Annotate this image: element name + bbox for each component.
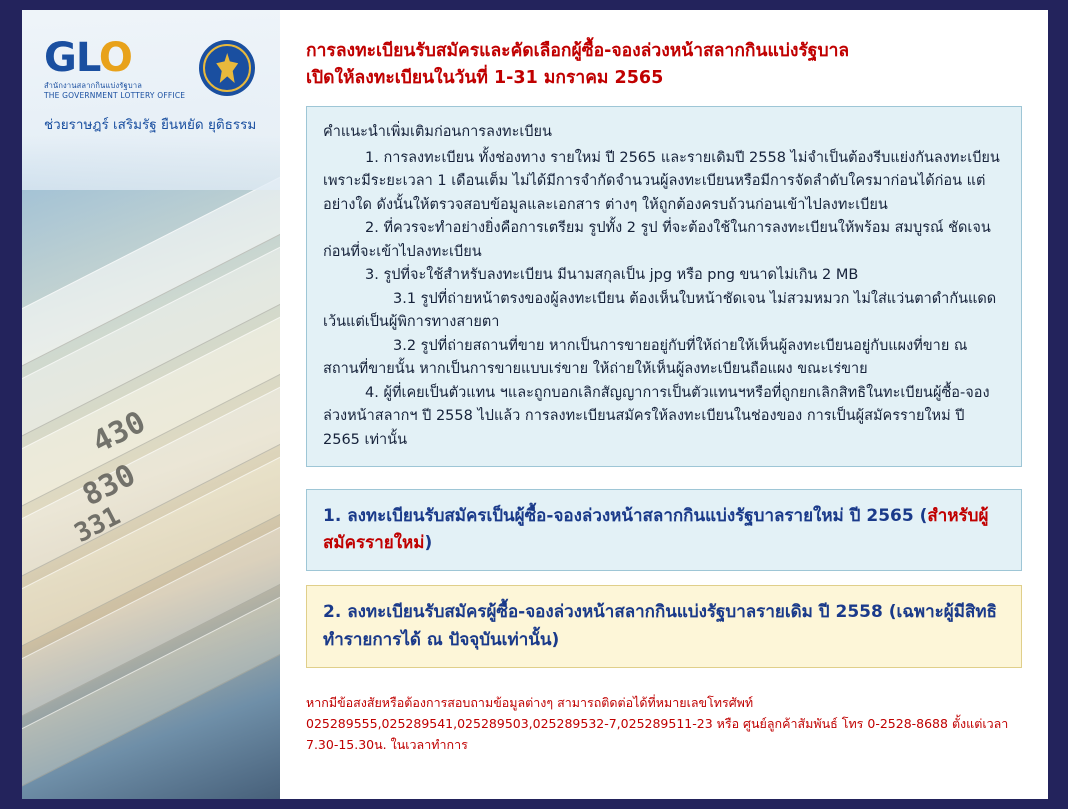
- glo-wordmark: GLO: [44, 35, 132, 81]
- glo-subtitle: สำนักงานสลากกินแบ่งรัฐบาล THE GOVERNMENT LOTTERY OFFICE: [44, 81, 186, 101]
- notice-item-3-1: 3.1 รูปที่ถ่ายหน้าตรงของผู้ลงทะเบียน ต้องเห็นใบหน้าชัดเจน ไม่สวมหมวก ไม่ใส่แว่นตาดำกันแดด เว้นแต่เป็นผู้พิการทางสายตา: [323, 290, 997, 331]
- ticket-number-decor: 430: [87, 404, 152, 461]
- notice-item-4: 4. ผู้ที่เคยเป็นตัวแทน ฯและถูกบอกเลิกสัญญาการเป็นตัวแทนฯหรือที่ถูกยกเลิกสิทธิในทะเบียนผู้ซื้อ-จองล่วงหน้าสลากฯ ปี 2558 ไปแล้ว การลงทะเบียนสมัครให้ลงทะเบียนในช่องของ การเป็นผู้สมัครรายใหม่ ปี 2565 เท่านั้น: [323, 384, 990, 448]
- register-existing-applicant-line2: (เฉพาะผู้มีสิทธิทำรายการได้ ณ ปัจจุบันเท่านั้น): [323, 602, 997, 650]
- page-title: [306, 38, 1022, 92]
- notice-item-3-2: 3.2 รูปที่ถ่ายสถานที่ขาย หากเป็นการขายอยู่กับที่ให้ถ่ายให้เห็นผู้ลงทะเบียนอยู่กับแผงที่ขาย ณ สถานที่ขายนั้น หากเป็นการขายแบบเร่ขาย ให้ถ่ายให้เห็นผู้ลงทะเบียนถือแผง ขณะเร่ขาย: [323, 337, 968, 378]
- register-new-applicant-highlight: สำหรับผู้สมัครรายใหม่: [323, 506, 989, 554]
- notice-heading: คำแนะนำเพิ่มเติมก่อนการลงทะเบียน: [323, 124, 552, 141]
- glo-logo-block: [22, 10, 280, 190]
- page-title-line2: เปิดให้ลงทะเบียนในวันที่ 1-31 มกราคม 2565: [306, 68, 664, 89]
- glo-motto: ช่วยราษฎร์ เสริมรัฐ ยืนหยัด ยุติธรรม: [44, 117, 257, 134]
- register-new-applicant-option[interactable]: [306, 489, 1022, 571]
- government-seal-icon: [199, 40, 255, 96]
- notice-item-2: 2. ที่ควรจะทำอย่างยิ่งคือการเตรียม รูปทั้ง 2 รูป ที่จะต้องใช้ในการลงทะเบียนให้พร้อม สมบูรณ์ ชัดเจน ก่อนที่จะเข้าไปลงทะเบียน: [323, 220, 991, 260]
- register-existing-applicant-option[interactable]: [306, 585, 1022, 667]
- contact-footer-note: หากมีข้อสงสัยหรือต้องการสอบถามข้อมูลต่างๆ สามารถติดต่อได้ที่หมายเลขโทรศัพท์ 025289555,025289541,025289503,025289532-7,025289511-23 หรือ ศูนย์ลูกค้าสัมพันธ์ โทร 0-2528-8688 ตั้งแต่เวลา 7.30-15.30น. ในเวลาทำการ: [306, 694, 1009, 753]
- lottery-photo-panel: [22, 10, 280, 799]
- notice-item-3: 3. รูปที่จะใช้สำหรับลงทะเบียน มีนามสกุลเป็น jpg หรือ png ขนาดไม่เกิน 2 MB: [365, 267, 859, 284]
- register-existing-applicant-line1: 2. ลงทะเบียนรับสมัครผู้ซื้อ-จองล่วงหน้าสลากกินแบ่งรัฐบาลรายเดิม ปี 2558: [323, 602, 883, 623]
- register-new-applicant-label: 1. ลงทะเบียนรับสมัครเป็นผู้ซื้อ-จองล่วงหน้าสลากกินแบ่งรัฐบาลรายใหม่ ปี 2565 (: [323, 506, 928, 527]
- page-title-line1: การลงทะเบียนรับสมัครและคัดเลือกผู้ซื้อ-จองล่วงหน้าสลากกินแบ่งรัฐบาล: [306, 41, 850, 61]
- main-content-card: [280, 10, 1048, 799]
- ticket-number-decor: 830: [77, 457, 142, 514]
- notice-box: [306, 106, 1022, 467]
- notice-item-1: 1. การลงทะเบียน ทั้งช่องทาง รายใหม่ ปี 2565 และรายเดิมปี 2558 ไม่จำเป็นต้องรีบแย่งกันลงทะเบียน เพราะมีระยะเวลา 1 เดือนเต็ม ไม่ได้มีการจำกัดจำนวนผู้ลงทะเบียนหรือมีการจัดลำดับใครมาก่อนได้ก่อน แต่อย่างใด ดังนั้นให้ตรวจสอบข้อมูลและเอกสาร ต่างๆ ให้ถูกต้องครบถ้วนก่อนเข้าไปลงทะเบียน: [323, 149, 1000, 213]
- register-new-applicant-tail: ): [424, 533, 433, 554]
- ticket-number-decor: 331: [69, 500, 126, 550]
